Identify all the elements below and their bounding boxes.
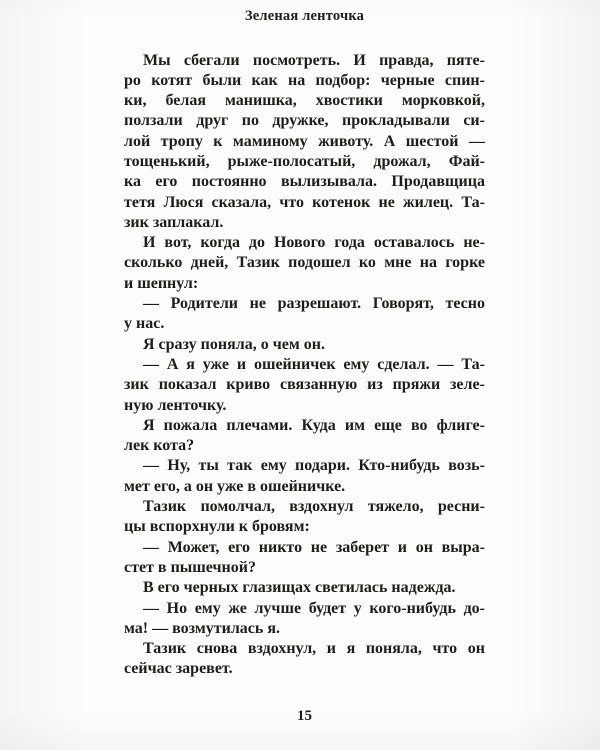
text-line: ную ленточку. <box>124 396 227 414</box>
text-line: Я пожала плечами. Куда им еще во флиге- <box>143 416 485 434</box>
page-number: 15 <box>297 708 312 724</box>
text-line: В его черных глазищах светилась надежда. <box>143 579 456 597</box>
text-line: стет в пышечной? <box>124 558 256 576</box>
text-line: — Но ему же лучше будет у кого-нибудь до- <box>143 599 485 617</box>
text-line: Тазик помолчал, вздохнул тяжело, ресни- <box>143 498 485 516</box>
text-line: И вот, когда до Нового года оставалось не- <box>143 234 485 252</box>
text-line: сейчас заревет. <box>124 660 233 678</box>
running-title: Зеленая ленточка <box>244 8 365 24</box>
text-line: ма! — возмутилась я. <box>124 619 281 637</box>
text-line: ка его постоянно вылизывала. Продавщица <box>124 173 485 191</box>
text-line: Я сразу поняла, о чем он. <box>143 335 325 353</box>
text-line: зик заплакал. <box>124 213 224 231</box>
text-line: — А я уже и ошейничек ему сделал. — Та- <box>143 355 485 373</box>
text-line: тетя Люся сказала, что котенок не жилец. Та- <box>124 193 485 211</box>
text-line: — Родители не разрешают. Говорят, тесно <box>143 295 485 313</box>
text-line: тощенький, рыже-полосатый, дрожал, Фай- <box>124 152 485 170</box>
text-line: — Может, его никто не заберет и он выра- <box>143 538 485 556</box>
text-line: мет его, а он уже в ошейничке. <box>124 477 346 495</box>
text-line: цы вспорхнули к бровям: <box>124 518 310 536</box>
text-line: зик показал криво связанную из пряжи зеле- <box>124 376 485 394</box>
text-line: у нас. <box>124 315 165 333</box>
text-line: лой тропу к маминому животу. А шестой — <box>124 132 485 150</box>
text-line: лек кота? <box>124 437 195 455</box>
text-line: ро котят были как на подбор: черные спин- <box>124 71 485 89</box>
page-text <box>124 51 485 680</box>
text-line: Мы сбегали посмотреть. И правда, пяте- <box>143 51 485 69</box>
text-line: ползали друг по дружке, прокладывали си- <box>124 112 485 130</box>
text-line: ки, белая манишка, хвостики морковкой, <box>124 92 485 110</box>
text-line: Тазик снова вздохнул, и я поняла, что он <box>143 640 485 658</box>
text-line: сколько дней, Тазик подошел ко мне на горке <box>124 254 485 272</box>
text-line: и шепнул: <box>124 274 199 292</box>
text-line: — Ну, ты так ему подари. Кто-нибудь возь- <box>143 457 485 475</box>
